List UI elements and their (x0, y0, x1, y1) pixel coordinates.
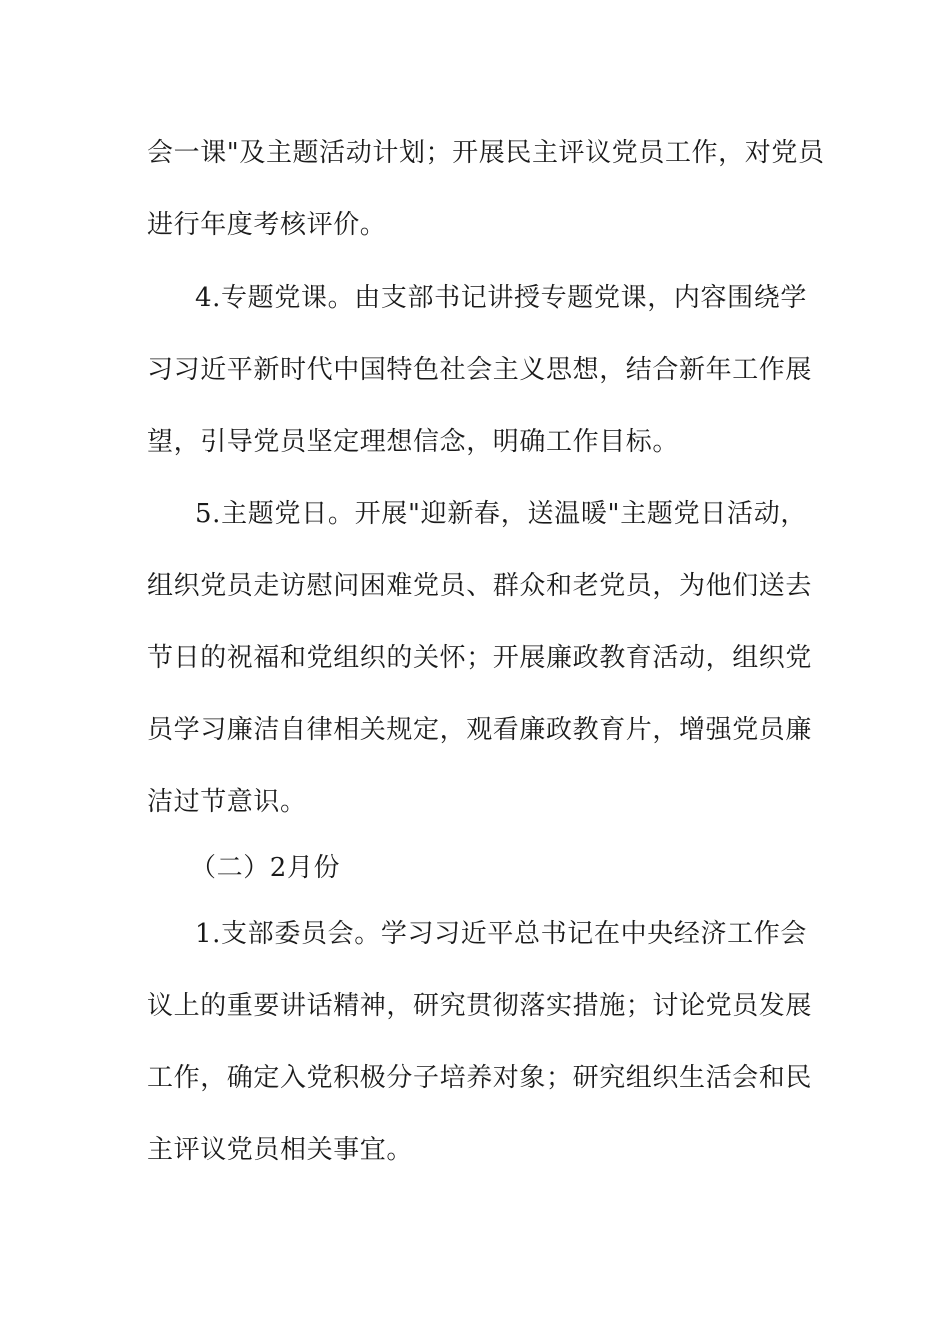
text-line-5: 望，引导党员坚定理想信念，明确工作目标。 (147, 427, 680, 457)
item-5-theme-party-day: 5.主题党日。开展"迎新春，送温暖"主题党日活动， (195, 499, 807, 529)
item-1-branch-committee: 1.支部委员会。学习习近平总书记在中央经济工作会 (195, 919, 807, 949)
text-line-15: 主评议党员相关事宜。 (147, 1135, 414, 1165)
text-line-4: 习习近平新时代中国特色社会主义思想，结合新年工作展 (147, 355, 813, 385)
text-line-7: 组织党员走访慰问困难党员、群众和老党员，为他们送去 (147, 571, 813, 601)
text-line-1: 会一课"及主题活动计划；开展民主评议党员工作，对党员 (147, 138, 825, 168)
section-heading-february: （二）2月份 (190, 853, 341, 883)
text-line-2: 进行年度考核评价。 (147, 210, 387, 240)
text-line-8: 节日的祝福和党组织的关怀；开展廉政教育活动，组织党 (147, 643, 813, 673)
text-line-14: 工作，确定入党积极分子培养对象；研究组织生活会和民 (147, 1063, 813, 1093)
item-4-special-party-lecture: 4.专题党课。由支部书记讲授专题党课，内容围绕学 (195, 283, 807, 313)
text-line-9: 员学习廉洁自律相关规定，观看廉政教育片，增强党员廉 (147, 715, 813, 745)
text-line-13: 议上的重要讲话精神，研究贯彻落实措施；讨论党员发展 (147, 991, 813, 1021)
text-line-10: 洁过节意识。 (147, 787, 307, 817)
